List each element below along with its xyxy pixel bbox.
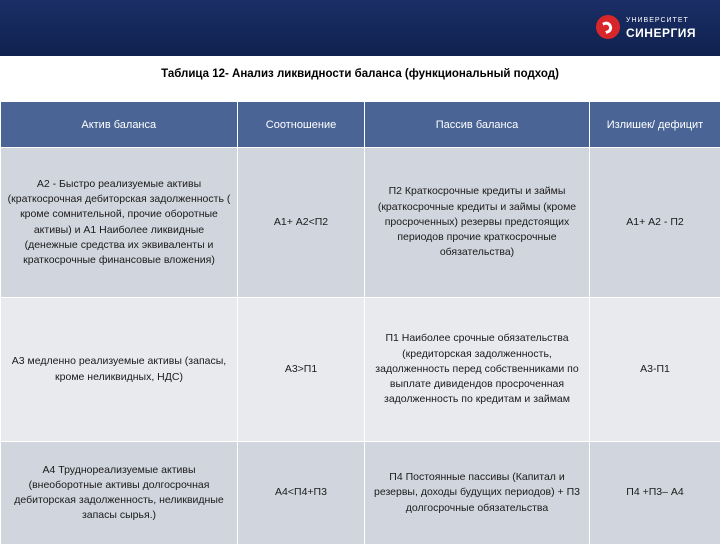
cell-liability: П4 Постоянные пассивы (Капитал и резервы, доходы будущих периодов) + П3 долгосрочные обязательства: [365, 442, 590, 545]
logo-text-small: УНИВЕРСИТЕТ: [626, 17, 689, 24]
cell-liability: П1 Наиболее срочные обязательства (кредиторская задолженность, задолженность перед собственниками по выплате дивидендов просроченная задолженность по кредитам и займам: [365, 298, 590, 442]
cell-asset: А3 медленно реализуемые активы (запасы, кроме неликвидных, НДС): [1, 298, 238, 442]
header-surplus: Излишек/ дефицит: [590, 102, 720, 148]
cell-ratio: А4<П4+П3: [238, 442, 365, 545]
cell-ratio: А1+ А2<П2: [238, 148, 365, 298]
cell-liability: П2 Краткосрочные кредиты и займы (краткосрочные кредиты и займы (кроме просроченных) резервы предстоящих периодов прочие краткосрочные обязательства): [365, 148, 590, 298]
table-title: Таблица 12- Анализ ликвидности баланса (функциональный подход): [0, 68, 720, 80]
logo-text-big: СИНЕРГИЯ: [626, 26, 696, 40]
synergy-logo-icon: [596, 15, 620, 39]
cell-asset: А2 - Быстро реализуемые активы (краткосрочная дебиторская задолженность ( кроме сомнительной, прочие оборотные активы) и А1 Наиболее ликвидные (денежные средства их эквиваленты и краткосрочные финансовые вложения): [1, 148, 238, 298]
cell-ratio: А3>П1: [238, 298, 365, 442]
university-logo: [596, 11, 706, 45]
cell-surplus: П4 +П3– А4: [590, 442, 720, 545]
table-row: [1, 442, 720, 545]
cell-asset: А4 Труднореализуемые активы (внеоборотные активы долгосрочная дебиторская задолженность, неликвидные запасы сырья.): [1, 442, 238, 545]
slide-header: [0, 0, 720, 56]
cell-surplus: А1+ А2 - П2: [590, 148, 720, 298]
header-liability: Пассив баланса: [365, 102, 590, 148]
liquidity-table: [0, 102, 720, 545]
header-asset: Актив баланса: [1, 102, 238, 148]
header-ratio: Соотношение: [238, 102, 365, 148]
cell-surplus: А3-П1: [590, 298, 720, 442]
table-header-row: [1, 102, 720, 148]
table-row: [1, 298, 720, 442]
table-row: [1, 148, 720, 298]
